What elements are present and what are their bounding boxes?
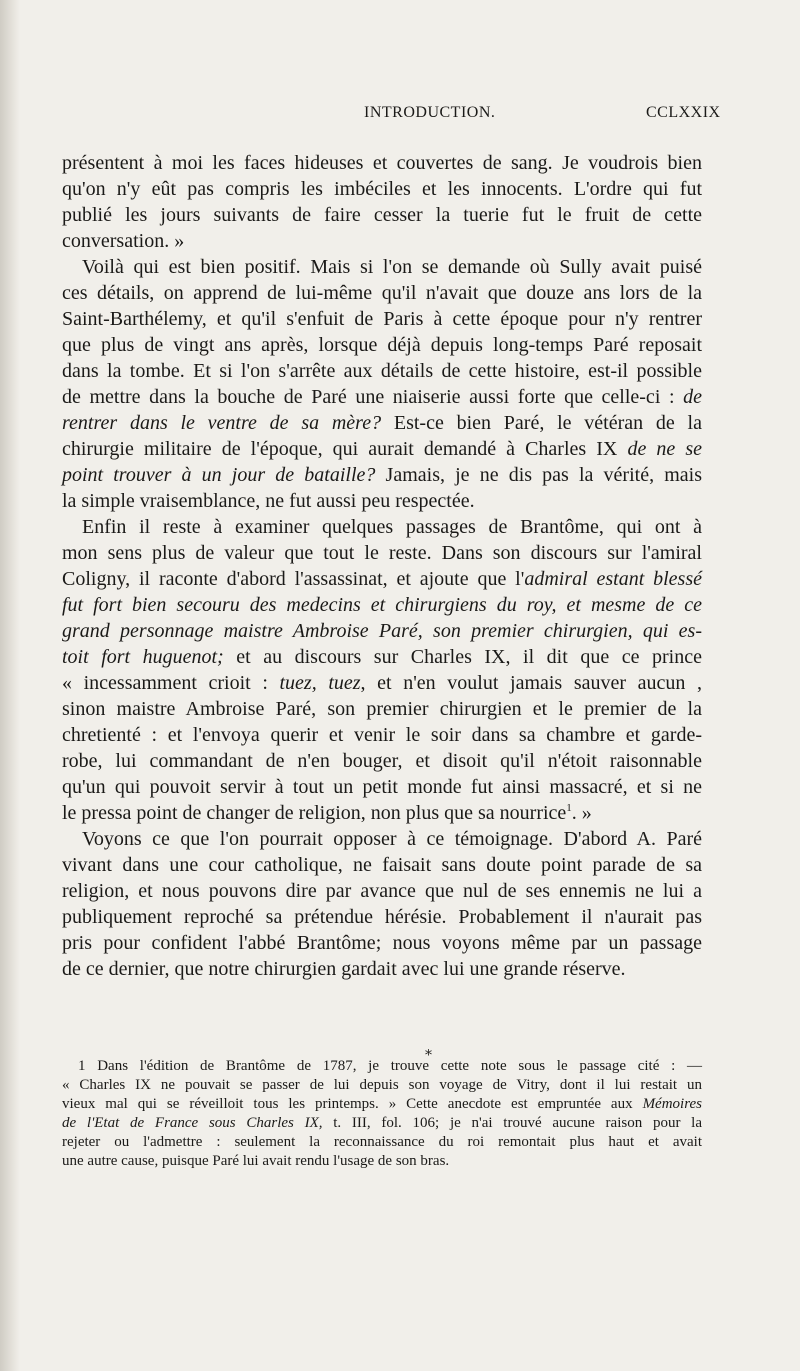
- page-number: CCLXXIX: [646, 104, 721, 121]
- text-line: [62, 150, 702, 176]
- text-run: toit fort huguenot;: [62, 646, 224, 668]
- text-run: fut fort bien secouru des medecins et chirurgiens du roy, et mesme de ce: [62, 594, 702, 616]
- text-line: [62, 592, 702, 618]
- text-line: [62, 644, 702, 670]
- text-line: [62, 332, 702, 358]
- text-run: , et n'en voulut jamais sauver aucun ,: [360, 672, 702, 694]
- text-run: le pressa point de changer de religion, non plus que sa nourrice: [62, 802, 567, 824]
- text-run: de: [683, 386, 702, 408]
- text-line: [62, 462, 702, 488]
- text-run: une autre cause, puisque Paré lui avait rendu l'usage de son bras.: [62, 1153, 450, 1169]
- text-run: grand personnage maistre Ambroise Paré, son premier chirurgien, qui es-: [62, 620, 702, 642]
- text-line: [62, 566, 702, 592]
- text-run: présentent à moi les faces hideuses et couvertes de sang. Je voudrois bien: [62, 152, 702, 174]
- text-line: [62, 540, 702, 566]
- text-run: mon sens plus de valeur que tout le reste. Dans son discours sur l'amiral: [62, 542, 702, 564]
- text-run: t. III, fol. 106; je n'ai trouvé aucune raison pour la: [322, 1115, 703, 1131]
- footnotes: [62, 1057, 702, 1171]
- text-line: [62, 176, 702, 202]
- text-run: robe, lui commandant de n'en bouger, et disoit qu'il n'étoit raisonnable: [62, 750, 702, 772]
- text-run: de l'Etat de France sous Charles IX,: [62, 1115, 323, 1131]
- text-run: 1 Dans l'édition de Brantôme de 1787, je trouve cette note sous le passage cité : —: [78, 1058, 702, 1074]
- running-head: [0, 104, 800, 128]
- text-line: [62, 904, 702, 930]
- text-line: [62, 852, 702, 878]
- text-run: publiquement reproché sa prétendue hérésie. Probablement il n'aurait pas: [62, 906, 702, 928]
- text-line: [62, 956, 702, 982]
- main-text: [62, 150, 702, 982]
- page-gutter-shadow: [0, 0, 20, 1371]
- text-line: [62, 228, 702, 254]
- text-run: Voilà qui est bien positif. Mais si l'on se demande où Sully avait puisé: [82, 256, 702, 278]
- text-run: vivant dans une cour catholique, ne faisait sans doute point parade de sa: [62, 854, 702, 876]
- text-line: [62, 618, 702, 644]
- text-run: Est-ce bien Paré, le vétéran de la: [381, 412, 702, 434]
- text-line: [62, 202, 702, 228]
- text-run: Jamais, je ne dis pas la vérité, mais: [375, 464, 702, 486]
- text-run: ces détails, on apprend de lui-même qu'il n'avait que douze ans lors de la: [62, 282, 702, 304]
- text-run: religion, et nous pouvons dire par avance que nul de ses ennemis ne lui a: [62, 880, 702, 902]
- text-line: [62, 514, 702, 540]
- text-run: « incessamment crioit :: [62, 672, 280, 694]
- text-run: pris pour confident l'abbé Brantôme; nous voyons même par un passage: [62, 932, 702, 954]
- text-run: de mettre dans la bouche de Paré une niaiserie aussi forte que celle-ci :: [62, 386, 684, 408]
- text-run: rentrer dans le ventre de sa mère?: [62, 412, 382, 434]
- text-line: [62, 696, 702, 722]
- text-run: point trouver à un jour de bataille?: [62, 464, 376, 486]
- text-run: et au discours sur Charles IX, il dit que ce prince: [223, 646, 702, 668]
- text-run: que plus de vingt ans après, lorsque déjà depuis long-temps Paré reposait: [62, 334, 702, 356]
- text-run: sinon maistre Ambroise Paré, son premier chirurgien et le premier de la: [62, 698, 702, 720]
- text-run: qu'on n'y eût pas compris les imbéciles et les innocents. L'ordre qui fut: [62, 178, 702, 200]
- text-run: de ne se: [627, 438, 702, 460]
- footnote-line: [62, 1152, 702, 1171]
- text-run: la simple vraisemblance, ne fut aussi peu respectée.: [62, 490, 475, 512]
- text-run: publié les jours suivants de faire cesser la tuerie fut le fruit de cette: [62, 204, 702, 226]
- text-line: [62, 930, 702, 956]
- text-run: . »: [571, 802, 592, 824]
- text-run: Enfin il reste à examiner quelques passages de Brantôme, qui ont à: [82, 516, 702, 538]
- text-line: [62, 774, 702, 800]
- text-run: Saint-Barthélemy, et qu'il s'enfuit de Paris à cette époque pour n'y rentrer: [62, 308, 702, 330]
- text-run: qu'un qui pouvoit servir à tout un petit monde fut ainsi massacré, et si ne: [62, 776, 702, 798]
- text-line: [62, 878, 702, 904]
- text-line: [62, 670, 702, 696]
- text-line: [62, 722, 702, 748]
- text-run: conversation. »: [62, 230, 185, 252]
- footnote-line: [62, 1095, 702, 1114]
- text-run: rejeter ou l'admettre : seulement la reconnaissance du roi remontait plus haut et avait: [62, 1134, 702, 1150]
- text-run: vieux mal qui se réveilloit tous les printemps. » Cette anecdote est empruntée aux: [62, 1096, 643, 1112]
- ink-mark-icon: ⁎: [425, 1044, 432, 1059]
- text-run: chretienté : et l'envoya querir et venir le soir dans sa chambre et garde-: [62, 724, 702, 746]
- text-run: Mémoires: [642, 1096, 702, 1112]
- footnote-marker: 1: [566, 802, 572, 814]
- text-run: « Charles IX ne pouvait se passer de lui depuis son voyage de Vitry, dont il lui restait un: [62, 1077, 702, 1093]
- text-run: Voyons ce que l'on pourrait opposer à ce témoignage. D'abord A. Paré: [82, 828, 702, 850]
- text-line: [62, 800, 702, 826]
- text-line: [62, 280, 702, 306]
- text-line: [62, 358, 702, 384]
- text-line: [62, 410, 702, 436]
- running-title: INTRODUCTION.: [364, 104, 496, 121]
- text-line: [62, 436, 702, 462]
- text-run: Coligny, il raconte d'abord l'assassinat, et ajoute que l': [62, 568, 525, 590]
- text-line: [62, 826, 702, 852]
- text-line: [62, 254, 702, 280]
- text-run: admiral estant blessé: [524, 568, 702, 590]
- text-line: [62, 306, 702, 332]
- footnote-line: [62, 1057, 702, 1076]
- text-run: chirurgie militaire de l'époque, qui aurait demandé à Charles IX: [62, 438, 628, 460]
- footnote-line: [62, 1114, 702, 1133]
- text-line: [62, 384, 702, 410]
- footnote-line: [62, 1133, 702, 1152]
- text-run: de ce dernier, que notre chirurgien gardait avec lui une grande réserve.: [62, 958, 626, 980]
- text-line: [62, 488, 702, 514]
- text-run: tuez, tuez: [279, 672, 361, 694]
- text-line: [62, 748, 702, 774]
- footnote-line: [62, 1076, 702, 1095]
- text-run: dans la tombe. Et si l'on s'arrête aux détails de cette histoire, est-il possible: [62, 360, 702, 382]
